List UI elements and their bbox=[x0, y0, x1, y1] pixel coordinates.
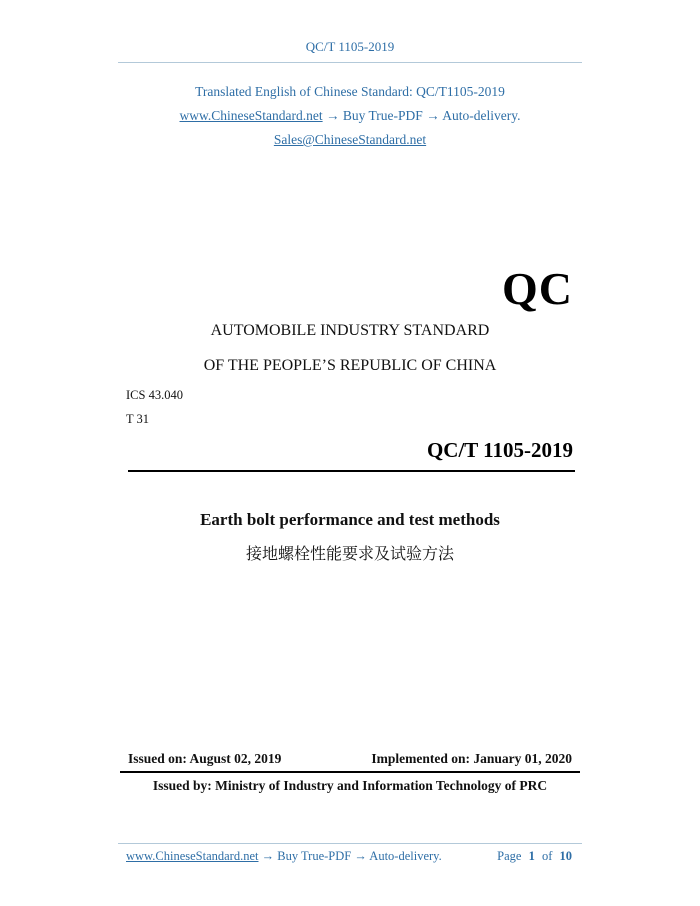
footer-chinesestandard-link[interactable]: www.ChineseStandard.net bbox=[126, 849, 259, 863]
document-title-chinese: 接地螺栓性能要求及试验方法 bbox=[245, 546, 454, 563]
of-label: of bbox=[541, 849, 553, 863]
issue-dates-row bbox=[128, 751, 572, 767]
buy-links-line bbox=[0, 108, 700, 124]
page-total: 10 bbox=[559, 849, 572, 863]
issued-on-date: Issued on: August 02, 2019 bbox=[128, 751, 282, 766]
sales-email-line bbox=[0, 132, 700, 148]
sales-email-link[interactable]: Sales@ChineseStandard.net bbox=[273, 132, 427, 147]
issued-by-line: Issued by: Ministry of Industry and Information Technology of PRC bbox=[152, 778, 548, 793]
page-label: Page bbox=[497, 849, 522, 863]
footer-buy-truepdf-text: → Buy True-PDF → Auto-delivery. bbox=[258, 849, 442, 863]
standard-heading-line2: OF THE PEOPLE’S REPUBLIC OF CHINA bbox=[203, 357, 497, 374]
footer-divider bbox=[118, 843, 582, 844]
document-title-english: Earth bolt performance and test methods bbox=[200, 510, 500, 529]
page-current: 1 bbox=[528, 849, 535, 863]
buy-truepdf-text: → Buy True-PDF → Auto-delivery. bbox=[322, 108, 521, 123]
t-classification: T 31 bbox=[126, 412, 150, 426]
implemented-on-date: Implemented on: January 01, 2020 bbox=[371, 751, 572, 766]
page-footer bbox=[126, 849, 572, 864]
chinesestandard-link[interactable]: www.ChineseStandard.net bbox=[179, 108, 323, 123]
page-indicator bbox=[493, 849, 572, 864]
standard-number: QC/T 1105-2019 bbox=[426, 438, 573, 462]
standard-number-divider bbox=[128, 470, 575, 472]
running-header: QC/T 1105-2019 bbox=[305, 39, 395, 54]
qc-logo: QC bbox=[502, 263, 573, 314]
issue-block-divider bbox=[120, 771, 580, 773]
ics-code: ICS 43.040 bbox=[126, 388, 183, 402]
footer-buy-line bbox=[126, 849, 442, 864]
header-divider bbox=[118, 62, 582, 63]
standard-heading-line1: AUTOMOBILE INDUSTRY STANDARD bbox=[210, 322, 490, 339]
translated-standard-line: Translated English of Chinese Standard: QC/T1105-2019 bbox=[195, 84, 505, 99]
